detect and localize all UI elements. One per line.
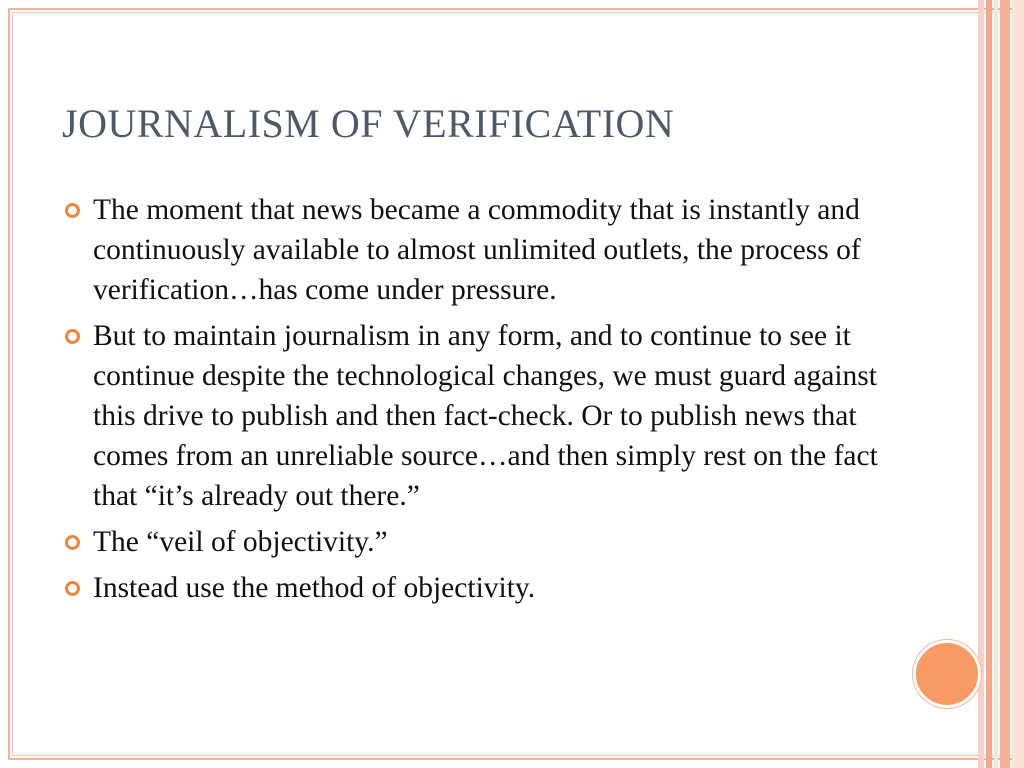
decor-stripe bbox=[1012, 0, 1024, 768]
decor-stripe bbox=[978, 0, 984, 768]
bullet-list bbox=[62, 190, 892, 614]
bullet-item bbox=[62, 316, 892, 516]
decor-stripe bbox=[986, 0, 992, 768]
bullet-text: The “veil of objectivity.” bbox=[93, 526, 388, 558]
ring-bullet-icon bbox=[65, 203, 80, 218]
bullet-item bbox=[62, 522, 892, 562]
slide-title: JOURNALISM OF VERIFICATION bbox=[62, 101, 675, 146]
bullet-item bbox=[62, 568, 892, 608]
ring-bullet-icon bbox=[65, 329, 80, 344]
decor-circle bbox=[913, 640, 981, 708]
decor-stripe bbox=[1000, 0, 1010, 768]
ring-bullet-icon bbox=[65, 535, 80, 550]
bullet-text: The moment that news became a commodity that is instantly and continuously available to almost unlimited outlets, the process of verification…has come under pressure. bbox=[93, 194, 861, 306]
bullet-item bbox=[62, 190, 892, 310]
bullet-text: But to maintain journalism in any form, and to continue to see it continue despite the technological changes, we must guard against this drive to publish and then fact-check. Or to publish news that comes from an unreliable source…and then simply rest on the fact that “it’s already out there.” bbox=[93, 320, 878, 512]
bullet-text: Instead use the method of objectivity. bbox=[93, 572, 536, 604]
decor-stripe bbox=[994, 0, 998, 768]
ring-bullet-icon bbox=[65, 581, 80, 596]
